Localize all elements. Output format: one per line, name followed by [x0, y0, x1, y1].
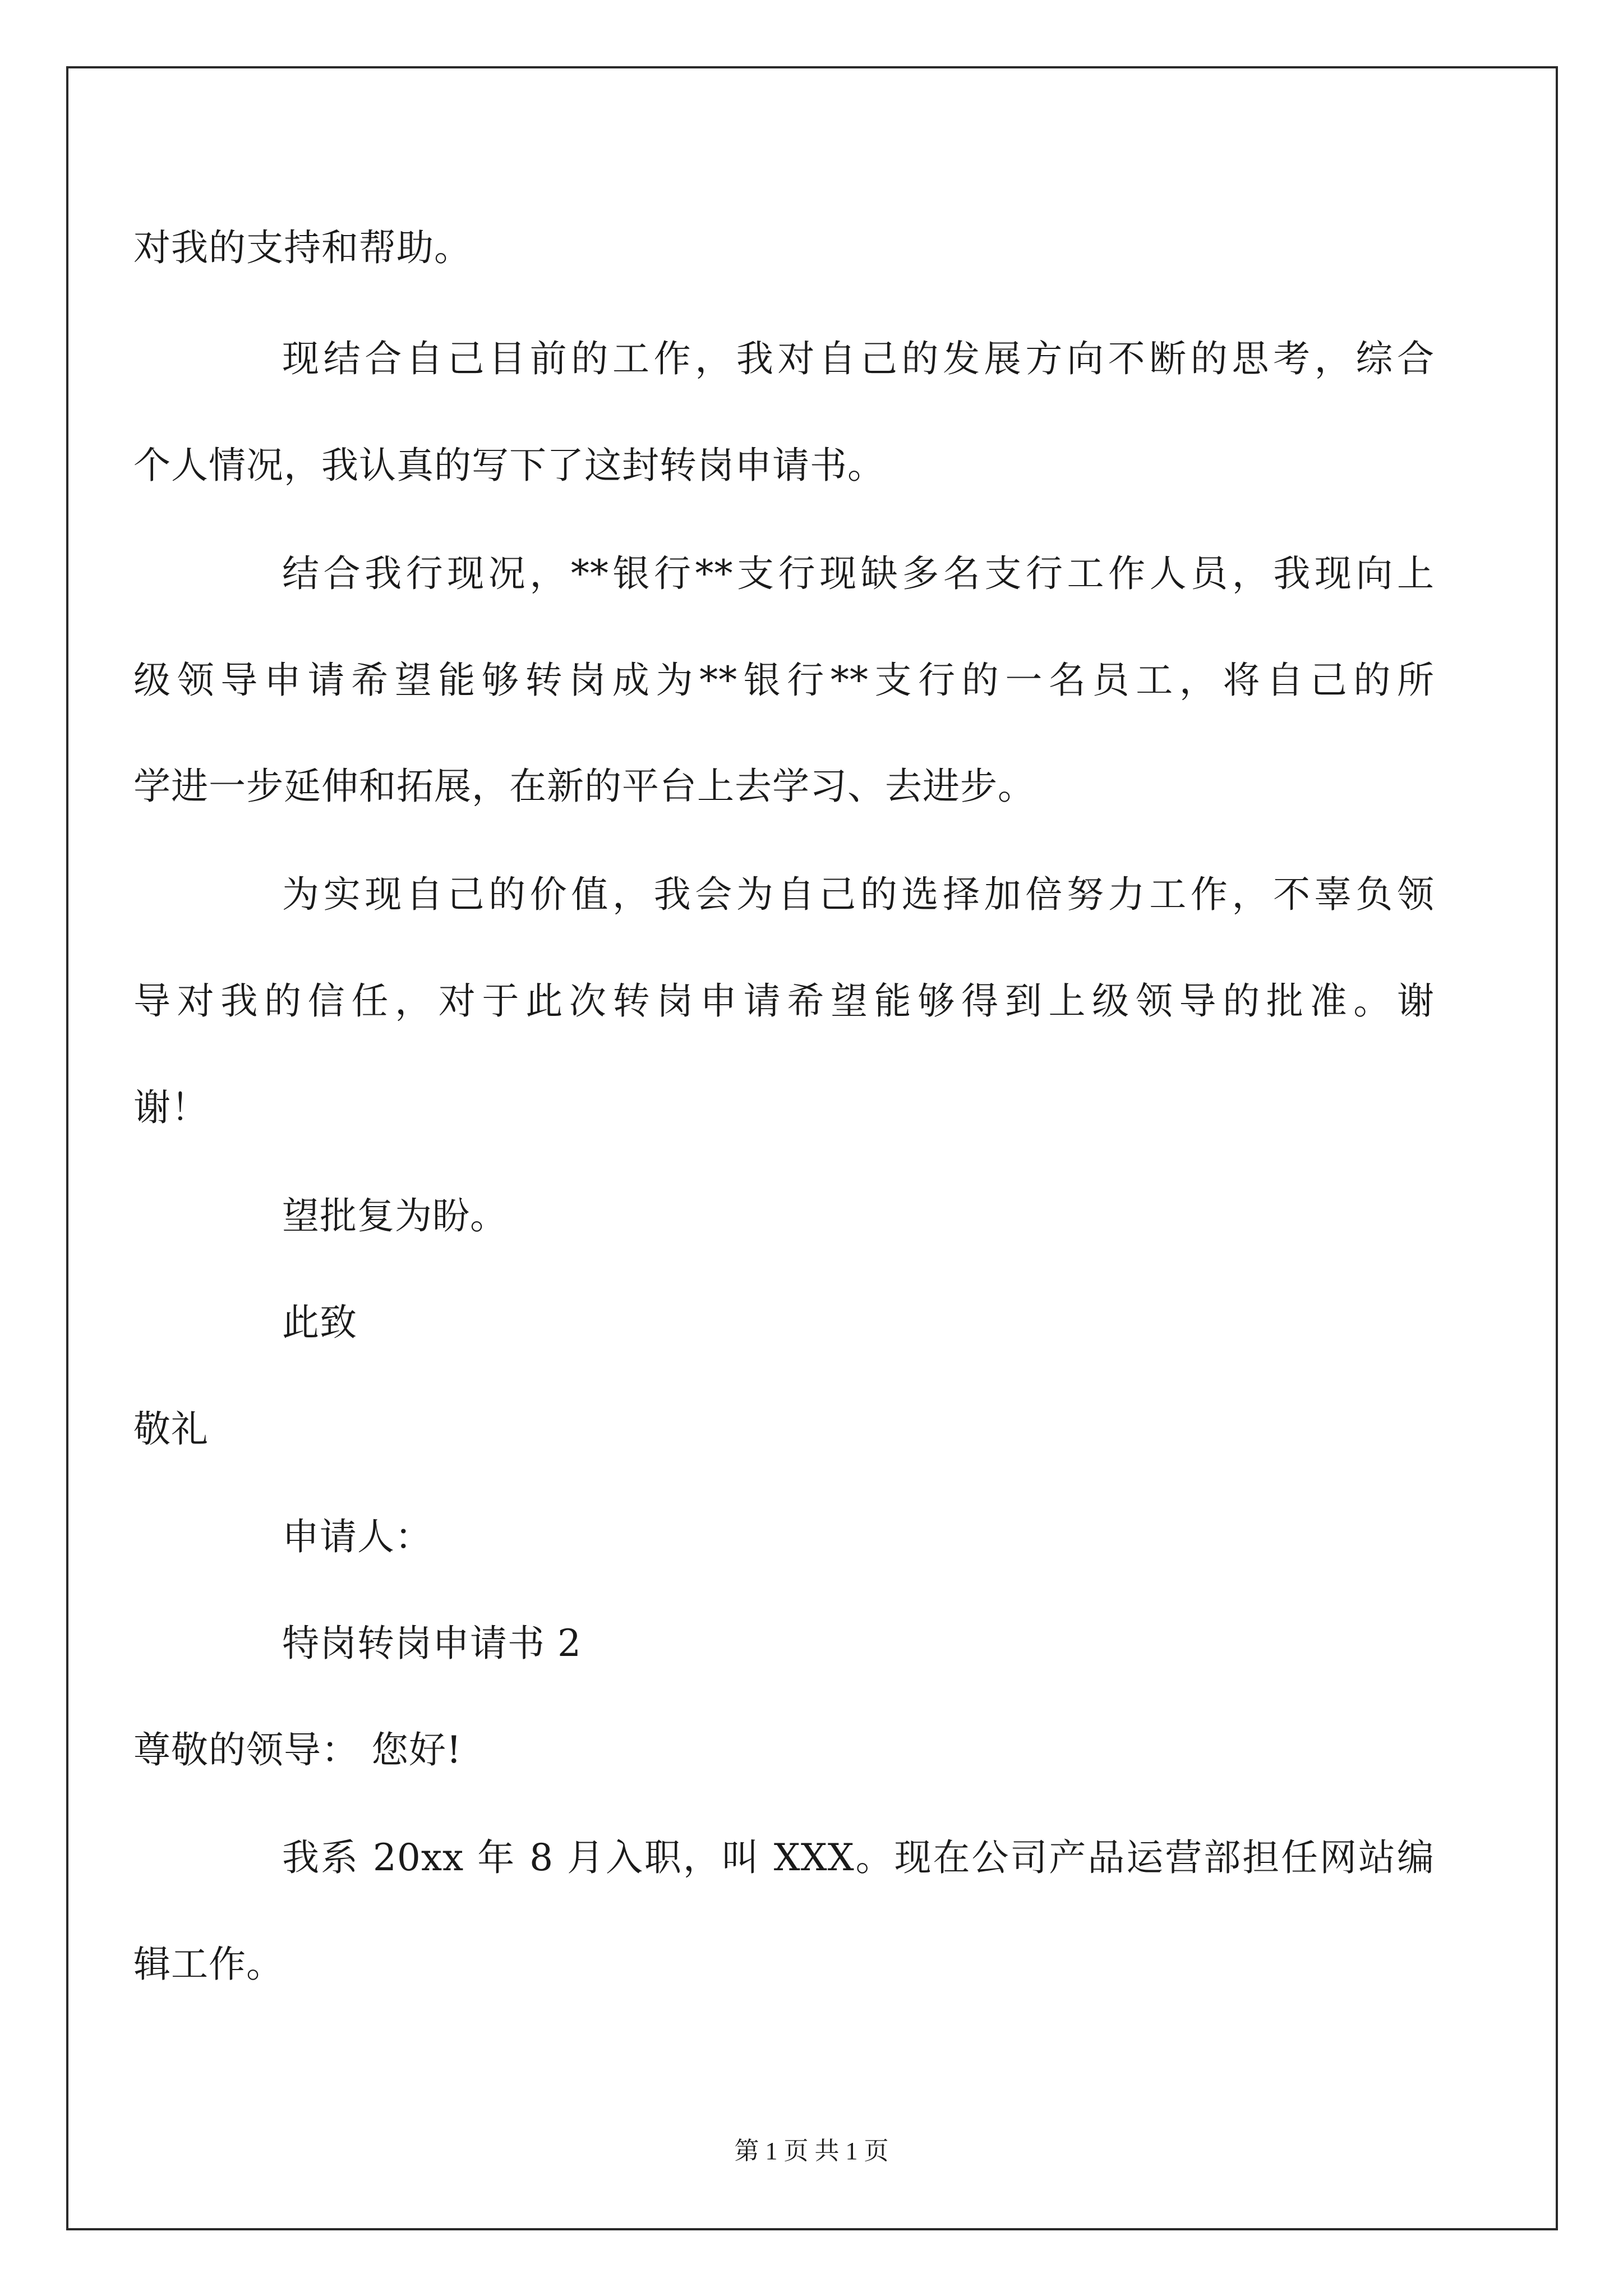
greeting: 尊敬的领导： 您好! — [133, 1728, 462, 1772]
paragraph-3-line-2: 导对我的信任，对于此次转岗申请希望能够得到上级领导的批准。谢 — [133, 979, 1435, 1023]
applicant-label: 申请人： — [282, 1515, 432, 1558]
closing-regards: 敬礼 — [133, 1407, 209, 1451]
closing-request: 望批复为盼。 — [282, 1194, 508, 1237]
page-border — [66, 66, 1558, 2230]
paragraph-2-line-3: 学进一步延伸和拓展，在新的平台上去学习、去进步。 — [133, 765, 1035, 808]
paragraph-4-line-2: 辑工作。 — [133, 1943, 284, 1986]
paragraph-2-line-1: 结合我行现况，**银行**支行现缺多名支行工作人员，我现向上 — [282, 552, 1435, 595]
body-line-1: 对我的支持和帮助。 — [133, 226, 472, 269]
paragraph-3-line-3: 谢！ — [133, 1086, 209, 1129]
section-heading: 特岗转岗申请书 2 — [282, 1622, 582, 1665]
paragraph-3-line-1: 为实现自己的价值，我会为自己的选择加倍努力工作，不辜负领 — [282, 873, 1435, 916]
paragraph-1-line-1: 现结合自己目前的工作，我对自己的发展方向不断的思考，综合 — [282, 337, 1435, 380]
paragraph-2-line-2: 级领导申请希望能够转岗成为**银行**支行的一名员工，将自己的所 — [133, 659, 1435, 702]
paragraph-1-line-2: 个人情况，我认真的写下了这封转岗申请书。 — [133, 444, 885, 487]
paragraph-4-line-1: 我系 20xx 年 8 月入职，叫 XXX。现在公司产品运营部担任网站编 — [282, 1836, 1435, 1879]
page-number-footer: 第 1 页 共 1 页 — [734, 2137, 889, 2165]
closing-salutation: 此致 — [282, 1301, 357, 1344]
